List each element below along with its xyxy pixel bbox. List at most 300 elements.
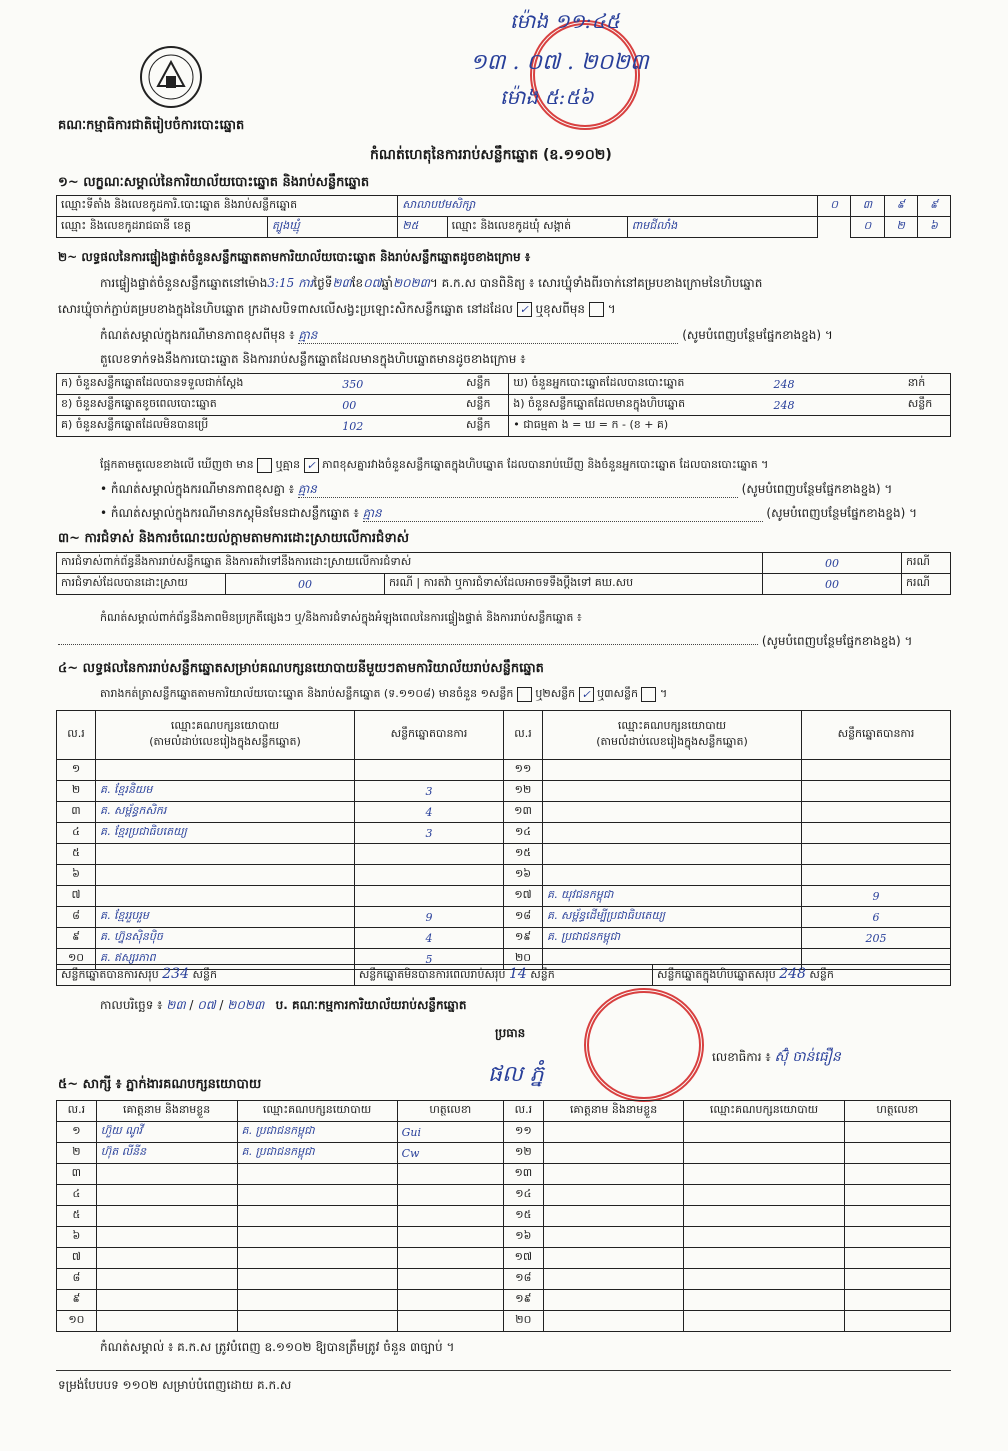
month-value: ០៧ [363,276,382,290]
witness-signature: Cw [397,1143,503,1164]
figures-row [57,374,951,395]
witness-name [96,1248,237,1269]
text: តារាងកត់ត្រាសន្លឹកឆ្នោតតាមការិយាល័យបោះឆ្នោត និងរាប់សន្លឹកឆ្នោត (ទ.១១០៨) មានចំនួន ១សន្លឹក [100,687,514,700]
text: (សូមបំពេញបន្ថែមផ្នែកខាងខ្នង) ។ [761,634,913,648]
witness-signature [397,1311,503,1332]
col-votes: សន្លឹកឆ្នោតបានការ [802,711,951,760]
form-footer: ទម្រង់បែបបទ ១១០២ សម្រាប់បំពេញដោយ គ.ក.ស [58,1378,292,1392]
party-row [57,865,951,886]
text: ឬ៣សន្លឹក [597,687,638,700]
row-number: ១៩ [504,928,543,949]
received-date: ១៣ . ០៧ . ២០២៣ [470,50,649,75]
figure-label: ឃ) ចំនួនអ្នកបោះឆ្នោតដែលបានបោះឆ្នោត [509,374,770,395]
witness-party [684,1269,844,1290]
witness-name [543,1269,684,1290]
row-number: ៧ [57,1248,97,1269]
witness-name: ហ៊ុត លីនីន [96,1143,237,1164]
chair-signature: ផល ភ្នំ [488,1062,544,1087]
witness-name [543,1143,684,1164]
figure-label: ក) ចំនួនសន្លឹកឆ្នោតដែលបានទទួលជាក់ស្តែង [57,374,339,395]
party-name: គ. ប្រជាជនកម្ពុជា [543,928,802,949]
figure-value: 248 [769,395,903,416]
witness-name: ហ៊ួយ ណូវី [96,1122,237,1143]
row-number: ៧ [57,886,96,907]
footer-divider [56,1370,951,1371]
witness-name [543,1311,684,1332]
text: (សូមបំពេញបន្ថែមផ្នែកខាងខ្នង) ។ [741,482,893,496]
figures-row [57,416,951,437]
witness-party [237,1248,397,1269]
appeal-value: 00 [763,574,902,595]
party-votes: 9 [802,886,951,907]
note-change-line [100,328,950,344]
party-name: គ. ខ្មែរនិយម [96,781,355,802]
text: (សូមបំពេញបន្ថែមផ្នែកខាងខ្នង) ។ [766,506,917,520]
party-votes: 6 [802,907,951,928]
witness-signature [844,1185,950,1206]
witness-party [684,1311,844,1332]
witness-party [684,1185,844,1206]
text: សន្លឹក [192,968,217,981]
figure-unit: សន្លឹក [904,395,951,416]
text: (តាមលំដាប់លេខរៀងក្នុងសន្លឹកឆ្នោត) [596,735,748,748]
one-sheet-checkbox[interactable] [517,687,532,702]
witness-name [96,1290,237,1311]
row-number: ១៧ [503,1248,543,1269]
row-number: ១២ [503,1143,543,1164]
text: សន្លឹកឆ្នោតបានការសរុប [61,968,159,981]
col-no: ល.រ [57,711,96,760]
year-value: ២០២៣ [392,276,430,290]
witness-party [684,1290,844,1311]
figure-unit: នាក់ [904,374,951,395]
commune-value: ពាមជីលាំង [627,217,817,238]
witness-name [543,1164,684,1185]
ballot-box-total [652,965,950,986]
witness-name [543,1185,684,1206]
row-number: ១៧ [504,886,543,907]
text: ប. គណៈកម្មការការិយាល័យរាប់សន្លឹកឆ្នោត [275,998,467,1012]
party-votes [802,760,951,781]
figure-unit: សន្លឹក [462,374,509,395]
party-name: គ. សម្ព័ន្ធកសិករ [96,802,355,823]
figures-intro: តួលេខទាក់ទងនឹងការបោះឆ្នោត និងការរាប់សន្លឹកឆ្នោតដែលមានក្នុងហិបឆ្នោតមានដូចខាងក្រោម ៖ [100,352,526,366]
province-code: ២៥ [398,217,447,238]
totals-table [56,964,951,986]
witness-name [96,1206,237,1227]
text: ថ្ងៃទី [313,276,333,290]
col-name: គោត្តនាម និងនាមខ្លួន [96,1101,237,1122]
valid-total [57,965,355,986]
unchanged-checkbox[interactable]: ✓ [517,302,532,317]
witness-signature [844,1227,950,1248]
verification-line-2: សោរឃ្នុំចាក់ភ្ជាប់គម្របខាងក្នុងនៃហិបឆ្នោត ក្រដាសបិទពាសលើសង្វះប្រឡោះសិកសន្លឹកឆ្នោត នៅដដែល ✓ ឬខុសពីមុន ។ [58,302,616,316]
party-votes [355,760,504,781]
party-votes: 5 [355,949,504,970]
location-code-digit: ៩ [917,196,950,217]
text: សោរឃ្នុំចាក់ភ្ជាប់គម្របខាងក្នុងនៃហិបឆ្នោត ក្រដាសបិទពាសលើសង្វះប្រឡោះសិកសន្លឹកឆ្នោត នៅដដែល [58,302,513,316]
party-votes: 3 [355,781,504,802]
signature-date-line: កាលបរិច្ឆេទ ៖ ២៣ / ០៧ / ២០២៣ ប. គណៈកម្មការការិយាល័យរាប់សន្លឹកឆ្នោត [100,998,467,1012]
witness-party [684,1206,844,1227]
case-unit: ករណី [389,576,413,589]
section-2-heading: ២~ លទ្ធផលនៃការផ្ទៀងផ្ទាត់ចំនួនសន្លឹកឆ្នោតតាមការិយាល័យបោះឆ្នោត និងរាប់សន្លឹកឆ្នោតដូចខាងក្រោម ៖ [58,250,531,264]
section-4-intro: តារាងកត់ត្រាសន្លឹកឆ្នោតតាមការិយាល័យបោះឆ្នោត និងរាប់សន្លឹកឆ្នោត (ទ.១១០៨) មានចំនួន ១សន្លឹក ឬ២សន្លឹក ✓ ឬ៣សន្លឹក ។ [100,687,668,701]
party-name: គ. ឥស្សរភាព [96,949,355,970]
col-sign: ហត្ថលេខា [397,1101,503,1122]
row-number: ៥ [57,1206,97,1227]
note-change-value: គ្មាន [298,328,678,344]
row-number: ១៣ [503,1164,543,1185]
text: • កំណត់សម្គាល់ក្នុងករណីមានភស្តុមិនមែនជាសន្លឹកឆ្នោត ៖ [100,506,359,520]
has-difference-checkbox[interactable] [257,458,272,473]
text: • កំណត់សម្គាល់ក្នុងករណីមានភាពខុសគ្នា ៖ [100,482,295,496]
witness-signature [844,1290,950,1311]
party-name [543,823,802,844]
party-name: គ. ហ្វ៊ុនស៊ិនប៉ិច [96,928,355,949]
witness-signature [397,1269,503,1290]
date-year: ២០២៣ [227,998,265,1012]
province-label: ឈ្មោះ និងលេខកូដរាជធានី ខេត្ត [57,217,268,238]
row-number: ១៤ [504,823,543,844]
location-label: ឈ្មោះទីតាំង និងលេខកូដការិ.បោះឆ្នោត និងរាប់សន្លឹកឆ្នោត [57,196,398,217]
location-code-digit: ០ [818,196,851,217]
party-votes: 205 [802,928,951,949]
nec-logo [138,44,204,110]
date-month: ០៧ [197,998,216,1012]
three-sheet-checkbox[interactable] [641,687,656,702]
text: ។ គ.ក.ស បានពិនិត្យ ៖ សោរឃ្នុំទាំងពីរចាក់នៅគម្របខាងក្រោមនៃហិបឆ្នោត [429,276,763,290]
row-number: ៤ [57,823,96,844]
witness-party [684,1248,844,1269]
witness-party [237,1269,397,1290]
witness-party [684,1143,844,1164]
col-no: ល.រ [57,1101,97,1122]
witness-party [684,1164,844,1185]
witness-party [237,1290,397,1311]
text: ឆ្នាំ [381,276,393,290]
col-party [543,711,802,760]
witness-row [57,1248,951,1269]
row-number: ១៦ [503,1227,543,1248]
party-name [543,865,802,886]
changed-checkbox[interactable] [589,302,604,317]
chair-label: ប្រធាន [495,1026,526,1040]
text: លេខាធិការ ៖ [712,1050,771,1064]
form-title: កំណត់ហេតុនៃការរាប់សន្លឹកឆ្នោត (ឧ.១១០២) [370,147,612,163]
witness-signature [844,1269,950,1290]
party-votes [802,823,951,844]
row-number: ២០ [504,949,543,970]
witness-name [96,1164,237,1185]
party-votes [802,802,951,823]
witness-party: គ. ប្រជាជនកម្ពុជា [237,1143,397,1164]
commune-code-digit: ០ [851,217,884,238]
text: ឬគ្មាន [275,458,301,471]
col-votes: សន្លឹកឆ្នោតបានការ [355,711,504,760]
formula-note: • ជាធម្មតា ង = ឃ = ក - (ខ + គ) [509,416,951,437]
col-no: ល.រ [504,711,543,760]
party-name [543,781,802,802]
difference-note-value: គ្មាន [298,482,738,498]
witness-row [57,1122,951,1143]
row-number: ១៤ [503,1185,543,1206]
irregularity-note: កំណត់សម្គាល់ពាក់ព័ន្ធនឹងភាពមិនប្រក្រតីផ្សេងៗ ឬ/និងការជំទាស់ក្នុងអំឡុងពេលនៃការផ្ទៀងផ្ទាត់ និងការរាប់សន្លឹកឆ្នោត ៖ [100,611,582,624]
text: ផ្អែកតាមតួលេខខាងលើ ឃើញថា មាន [100,458,254,471]
row-number: ១៥ [504,844,543,865]
witness-party [237,1227,397,1248]
figure-label: ខ) ចំនួនសន្លឹកឆ្នោតខូចពេលបោះឆ្នោត [57,395,339,416]
row-number: ៨ [57,1269,97,1290]
figure-value: 248 [769,374,903,395]
witness-party [237,1185,397,1206]
party-name: គ. សម្ព័ន្ធដើម្បីប្រជាធិបតេយ្យ [543,907,802,928]
row-number: ១០ [57,1311,97,1332]
row-number: ១៨ [504,907,543,928]
irregularity-blank [58,644,758,645]
section-1-heading: ១~ លក្ខណៈសម្គាល់នៃការិយាល័យបោះឆ្នោត និងរាប់សន្លឹកឆ្នោត [58,175,370,190]
valid-total-value: 234 [162,966,189,982]
province-value: ត្បូងឃ្មុំ [268,217,398,238]
row-number: ៣ [57,802,96,823]
witness-signature [397,1206,503,1227]
row-number: ១ [57,760,96,781]
party-votes [802,844,951,865]
party-row [57,928,951,949]
witness-party [237,1164,397,1185]
complaints-table [56,552,951,595]
received-time: ម៉ោង ១១:៤៥ [510,9,620,33]
witness-party: គ. ប្រជាជនកម្ពុជា [237,1122,397,1143]
witness-name [96,1185,237,1206]
appeal-label: ករណី | ការតវ៉ា ឬការជំទាស់ដែលអាចទទឹងប្តឹងទៅ គឃ.សប [385,574,763,595]
difference-note-line [100,482,950,498]
party-votes [355,844,504,865]
location-value: សាលាបឋមសិក្សា [398,196,818,217]
party-name: គ. ខ្មែរប្រជាធិបតេយ្យ [96,823,355,844]
text: (តាមលំដាប់លេខរៀងក្នុងសន្លឹកឆ្នោត) [149,735,301,748]
text: ការផ្ទៀងផ្ទាត់ចំនួនសន្លឹកឆ្នោតនៅម៉ោង [100,276,268,290]
witness-signature: Gui [397,1122,503,1143]
witness-row [57,1185,951,1206]
section-3-heading: ៣~ ការជំទាស់ និងការចំណេះយល់ក្តាមតាមការដោះស្រាយលើការជំទាស់ [58,531,410,546]
col-party: ឈ្មោះគណបក្សនយោបាយ [684,1101,844,1122]
party-row [57,781,951,802]
location-code-digit: ៩ [884,196,917,217]
party-results-table [56,710,951,970]
party-votes: 4 [355,802,504,823]
location-code-digit: ៣ [851,196,884,217]
party-name [543,802,802,823]
section-1-table [56,195,951,238]
witness-signature [397,1248,503,1269]
row-number: ៩ [57,928,96,949]
party-row [57,802,951,823]
official-stamp-bottom [584,988,704,1102]
case-unit: ករណី [902,553,951,574]
witness-row [57,1290,951,1311]
witness-name [96,1269,237,1290]
witness-row [57,1227,951,1248]
witness-signature [397,1164,503,1185]
witness-signature [397,1290,503,1311]
case-unit: ករណី [902,574,951,595]
col-party: ឈ្មោះគណបក្សនយោបាយ [237,1101,397,1122]
text: សន្លឹក [530,968,555,981]
text: ការតវ៉ា ឬការជំទាស់ដែលអាចទទឹងប្តឹងទៅ គឃ.សប [423,576,634,589]
text: ភាពខុសគ្នារវាងចំនួនសន្លឹកឆ្នោតក្នុងហិបឆ្នោត ដែលបានរាប់ឃើញ និងចំនួនអ្នកបោះឆ្នោត ដែលបានបោះឆ្នោត ។ [322,458,769,471]
text: សន្លឹកឆ្នោតមិនបានការពេលរាប់សរុប [358,968,506,981]
party-name [96,886,355,907]
party-name [96,760,355,781]
row-number: ៦ [57,1227,97,1248]
row-number: ៦ [57,865,96,886]
text: ឈ្មោះគណបក្សនយោបាយ [617,719,727,732]
text: សន្លឹក [809,968,834,981]
figure-label: ង) ចំនួនសន្លឹកឆ្នោតដែលមានក្នុងហិបឆ្នោត [509,395,770,416]
complaint-label: ការជំទាស់ពាក់ព័ន្ធនឹងការរាប់សន្លឹកឆ្នោត និងការតវ៉ាទៅនឹងការដោះស្រាយលើការជំទាស់ [57,553,763,574]
row-number: ១២ [504,781,543,802]
witness-row [57,1206,951,1227]
party-votes [802,865,951,886]
witness-signature [397,1227,503,1248]
row-number: ១៨ [503,1269,543,1290]
witness-party [684,1122,844,1143]
col-name: គោត្តនាម និងនាមខ្លួន [543,1101,684,1122]
witness-signature [844,1206,950,1227]
no-difference-checkbox[interactable]: ✓ [304,458,319,473]
witness-signature [844,1164,950,1185]
row-number: ១១ [503,1122,543,1143]
row-number: ៤ [57,1185,97,1206]
text: កាលបរិច្ឆេទ ៖ [100,998,163,1012]
text: ឬ២សន្លឹក [535,687,576,700]
row-number: ៨ [57,907,96,928]
foreign-object-note-value: គ្មាន [363,506,763,522]
witness-name [96,1227,237,1248]
secretary-label [712,1050,841,1065]
witness-signature [397,1185,503,1206]
party-row [57,760,951,781]
row-number: ៣ [57,1164,97,1185]
difference-line [100,457,768,473]
witness-name [543,1122,684,1143]
row-number: ១៦ [504,865,543,886]
party-votes [802,781,951,802]
commune-code-digit: ២ [884,217,917,238]
party-name: គ. ខ្មែររួបរួម [96,907,355,928]
party-row [57,844,951,865]
figure-value: 102 [338,416,462,437]
party-name [543,760,802,781]
witness-row [57,1269,951,1290]
witness-party [237,1206,397,1227]
row-number: ៩ [57,1290,97,1311]
row-number: ១០ [57,949,96,970]
witness-row [57,1143,951,1164]
row-number: ៥ [57,844,96,865]
witness-name [543,1248,684,1269]
party-name [543,844,802,865]
figure-value: 00 [338,395,462,416]
witness-signature [844,1248,950,1269]
witness-row [57,1311,951,1332]
party-votes: 3 [355,823,504,844]
witness-signature [844,1122,950,1143]
resolved-label: ការជំទាស់ដែលបានដោះស្រាយ [57,574,226,595]
party-name [96,844,355,865]
col-sign: ហត្ថលេខា [844,1101,950,1122]
commune-label: ឈ្មោះ និងលេខកូដឃុំ សង្កាត់ [447,217,627,238]
commune-code-digit: ៦ [917,217,950,238]
witness-name [543,1290,684,1311]
text: (សូមបំពេញបន្ថែមផ្នែកខាងខ្នង) ។ [682,328,833,342]
party-votes: 9 [355,907,504,928]
row-number: ១៥ [503,1206,543,1227]
complaint-value: 00 [763,553,902,574]
col-party [96,711,355,760]
two-sheet-checkbox[interactable]: ✓ [579,687,594,702]
party-votes [355,886,504,907]
time-value: 3:15 ការ [267,276,314,290]
text: សន្លឹកឆ្នោតក្នុងហិបឆ្នោតសរុប [656,968,776,981]
party-votes: 4 [355,928,504,949]
row-number: ២០ [503,1311,543,1332]
section-5-heading: ៥~ សាក្សី ៖ ភ្នាក់ងារគណបក្សនយោបាយ [58,1077,262,1092]
figures-row [57,395,951,416]
figure-unit: សន្លឹក [462,395,509,416]
text: ខែ [351,276,364,290]
row-number: ១៣ [504,802,543,823]
row-number: ១៩ [503,1290,543,1311]
col-no: ល.រ [503,1101,543,1122]
party-row [57,823,951,844]
ballot-box-total-value: 248 [779,966,806,982]
witness-row [57,1164,951,1185]
party-name [96,865,355,886]
figure-label: គ) ចំនួនសន្លឹកឆ្នោតដែលមិនបានប្រើ [57,416,339,437]
irregularity-note-line [58,634,948,649]
received-time-2: ម៉ោង ៥:៥៦ [500,85,594,109]
foreign-object-note-line [100,506,950,522]
witness-signature [844,1143,950,1164]
figure-unit: សន្លឹក [462,416,509,437]
row-number: ១១ [504,760,543,781]
figure-value: 350 [338,374,462,395]
row-number: ២ [57,1143,97,1164]
invalid-total-value: 14 [508,966,527,982]
footer-note: កំណត់សម្គាល់ ៖ គ.ក.ស ត្រូវបំពេញ ឧ.១១០២ ឱ្យបានត្រឹមត្រូវ ចំនួន ៣ច្បាប់ ។ [100,1340,455,1354]
row-number: ១ [57,1122,97,1143]
secretary-signature: ស៊ុំ ចាន់ធឿន [774,1049,841,1065]
text: ឈ្មោះគណបក្សនយោបាយ [170,719,280,732]
figures-table [56,373,951,437]
resolved-value: 00 [226,574,385,595]
party-row [57,886,951,907]
text: កំណត់សម្គាល់ក្នុងករណីមានភាពខុសពីមុន ៖ [100,328,295,342]
agency-name: គណៈកម្មាធិការជាតិរៀបចំការបោះឆ្នោត [58,118,245,133]
witness-party [684,1227,844,1248]
witness-name [543,1227,684,1248]
witness-table [56,1100,951,1332]
witness-party [237,1311,397,1332]
invalid-total [354,965,652,986]
witness-signature [844,1311,950,1332]
witness-name [96,1311,237,1332]
date-day: ២៣ [166,998,186,1012]
row-number: ២ [57,781,96,802]
party-name: គ. យុវជនកម្ពុជា [543,886,802,907]
